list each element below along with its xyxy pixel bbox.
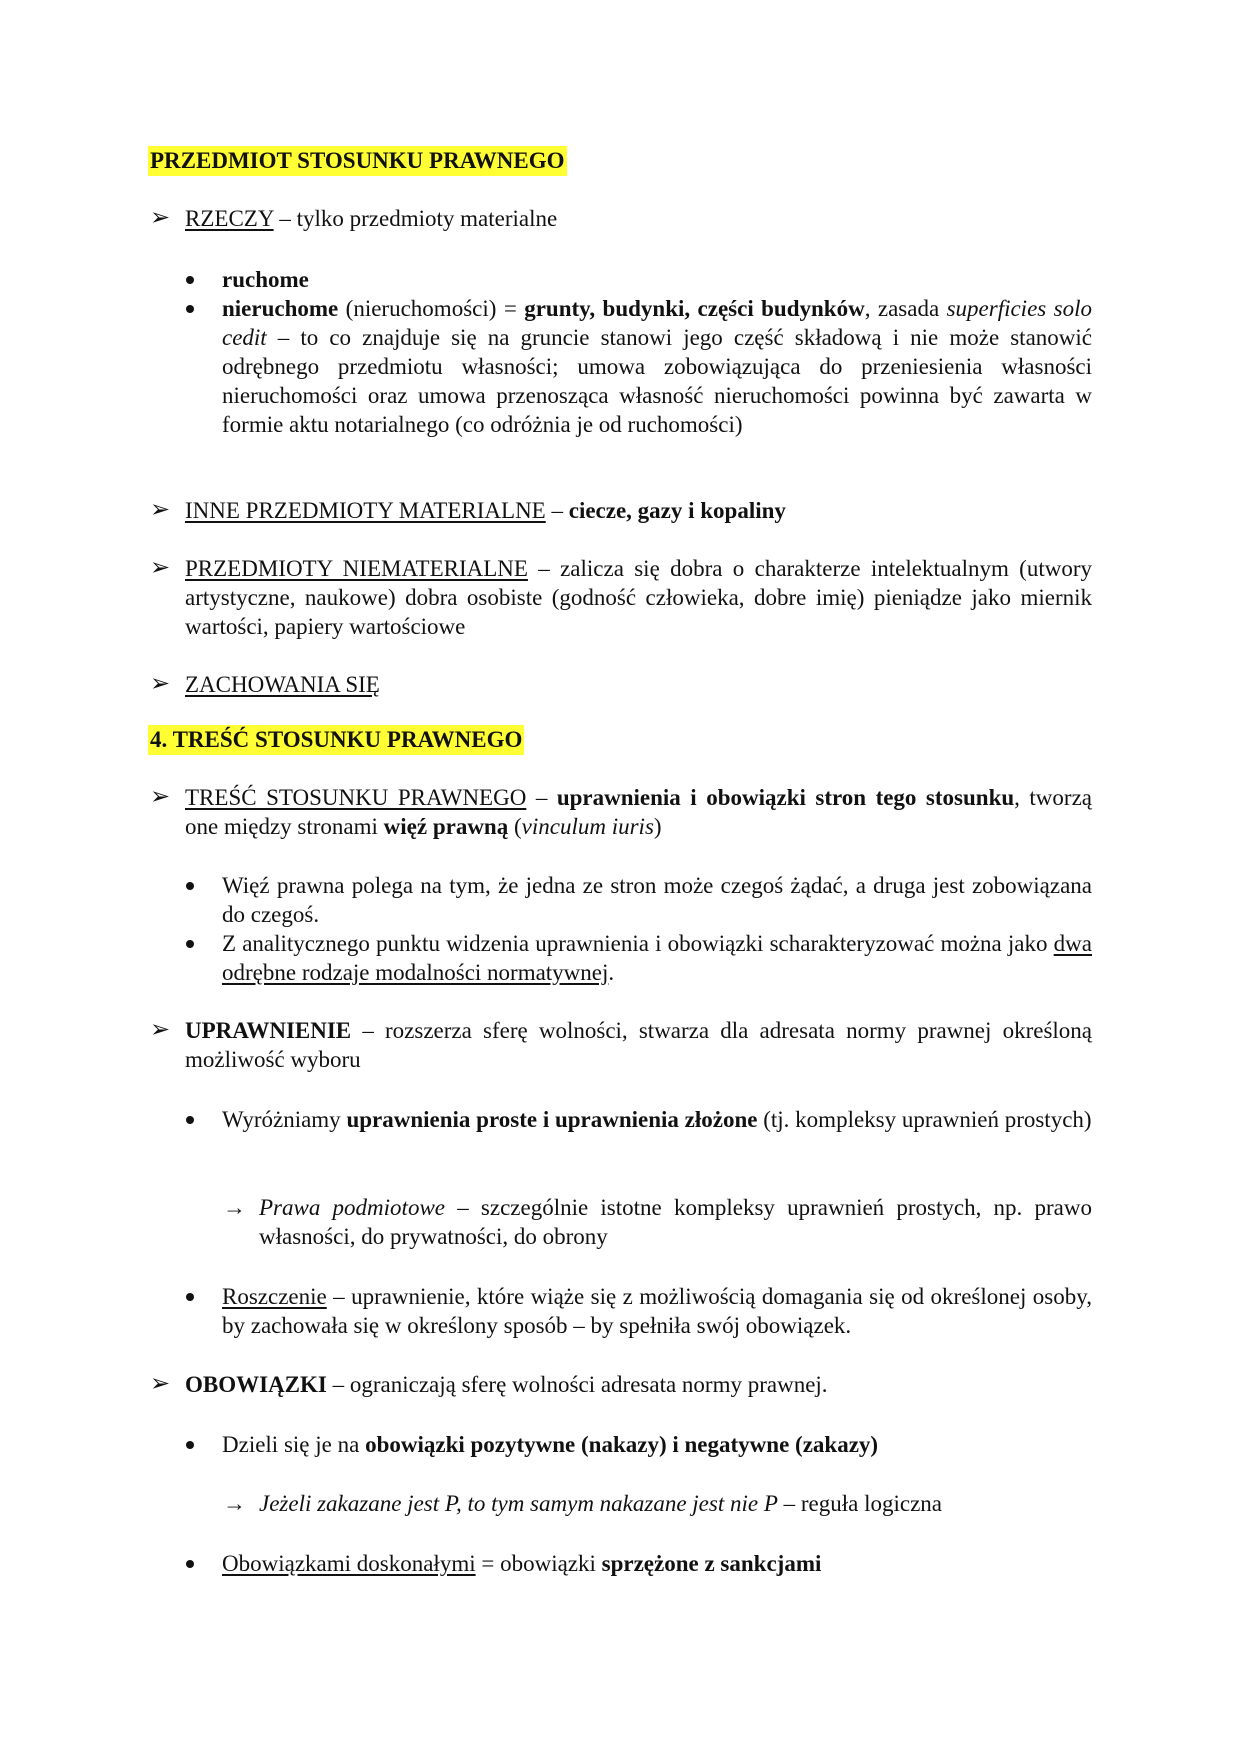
item-obowiazki — [185, 1370, 1095, 1399]
regula-text: – reguła logiczna — [777, 1491, 943, 1516]
inne-przedmioty-bold: ciecze, gazy i kopaliny — [568, 498, 786, 523]
right-arrow-icon: → — [223, 1491, 246, 1516]
item-regula-logiczna — [259, 1489, 1092, 1518]
doskonale-bold: sprzężone z sankcjami — [601, 1551, 822, 1576]
nieruchome-text-a: (nieruchomości) = — [338, 296, 525, 321]
bullet-dot-icon — [186, 276, 194, 284]
item-zachowania — [185, 670, 380, 699]
tresc-mid: , tworzą one między stronami — [185, 785, 1092, 839]
arrow-bullet-icon: ➢ — [150, 784, 171, 810]
roszczenie-text: – uprawnienie, które wiąże się z możliwością domagania się od określonej osoby, by zachowała się w określony sposób – by spełniła swój obowiązek. — [222, 1284, 1092, 1338]
tresc-latin: vinculum iuris — [521, 814, 654, 839]
bullet-dot-icon — [186, 940, 194, 948]
dash: – — [526, 785, 557, 810]
item-rzeczy — [185, 204, 1095, 233]
item-inne-przedmioty — [185, 496, 1095, 525]
heading-highlight: 4. TREŚĆ STOSUNKU PRAWNEGO — [148, 725, 524, 755]
term-zachowania: ZACHOWANIA SIĘ — [185, 672, 380, 697]
bullet-dot-icon — [186, 882, 194, 890]
nieruchome-latin: superficies solo cedit — [222, 296, 1092, 350]
tresc-bold-2: więź prawną — [383, 814, 509, 839]
item-uprawnienie — [185, 1016, 1092, 1074]
term-obowiazki-doskonale: Obowiązkami doskonałymi — [222, 1551, 476, 1576]
bullet-dot-icon — [186, 1293, 194, 1301]
item-nieruchome — [222, 294, 1092, 439]
period: . — [608, 960, 615, 985]
section-heading-tresc — [148, 725, 524, 754]
item-ruchome — [222, 265, 1092, 294]
paren-open: ( — [508, 814, 522, 839]
arrow-bullet-icon: ➢ — [150, 671, 171, 697]
item-dzieli-sie — [222, 1430, 1092, 1459]
term-uprawnienie: UPRAWNIENIE — [185, 1018, 352, 1043]
uprawnienie-description: – rozszerza sferę wolności, stwarza dla adresata normy prawnej określoną możliwość wyboru — [185, 1018, 1092, 1072]
item-prawa-podmiotowe — [259, 1193, 1092, 1251]
term-roszczenie: Roszczenie — [222, 1284, 327, 1309]
term-rzeczy: RZECZY — [185, 206, 274, 231]
rzeczy-description: – tylko przedmioty materialne — [273, 206, 558, 231]
term-ruchome: ruchome — [222, 267, 309, 292]
nieruchome-text-c: , zasada — [864, 296, 947, 321]
bullet-dot-icon — [186, 305, 194, 313]
wyrozniamy-text: Wyróżniamy — [222, 1107, 347, 1132]
item-przedmioty-niematerialne — [185, 554, 1092, 641]
analityczny-text: Z analitycznego punktu widzenia uprawnienia i obowiązki scharakteryzować można jako — [222, 931, 1054, 956]
nieruchome-bold: grunty, budynki, części budynków — [524, 296, 865, 321]
niematerialne-description: – zalicza się dobra o charakterze intelektualnym (utwory artystyczne, naukowe) dobra osobiste (godność człowieka, dobre imię) pieniądze jako miernik wartości, papiery wartościowe — [185, 556, 1092, 639]
tresc-bold-1: uprawnienia i obowiązki stron tego stosunku — [556, 785, 1015, 810]
term-przedmioty-niematerialne: PRZEDMIOTY NIEMATERIALNE — [185, 556, 528, 581]
item-obowiazki-doskonale — [222, 1549, 1092, 1578]
nieruchome-text-e: – to co znajduje się na gruncie stanowi jego część składową i nie może stanowić odrębnego przedmiotu własności; umowa zobowiązująca do przeniesienia własności nieruchomości oraz umowa przenosząca własność nieruchomości powinna być zawarta w formie aktu notarialnego (co odróżnia je od ruchomości) — [222, 325, 1092, 437]
heading-highlight: PRZEDMIOT STOSUNKU PRAWNEGO — [148, 146, 567, 176]
dzieli-sie-bold: obowiązki pozytywne (nakazy) i negatywne (zakazy) — [365, 1432, 879, 1457]
right-arrow-icon: → — [223, 1195, 246, 1220]
prawa-podmiotowe-italic: Prawa podmiotowe — [259, 1195, 445, 1220]
bullet-dot-icon — [186, 1441, 194, 1449]
term-tresc: TREŚĆ STOSUNKU PRAWNEGO — [185, 785, 527, 810]
wyrozniamy-paren: (tj. kompleksy uprawnień prostych) — [757, 1107, 1092, 1132]
regula-italic: Jeżeli zakazane jest P, to tym samym nakazane jest nie P — [259, 1491, 778, 1516]
arrow-bullet-icon: ➢ — [150, 555, 171, 581]
paren-close: ) — [653, 814, 662, 839]
analityczny-underlined: dwa odrębne rodzaje modalności normatywnej — [222, 931, 1092, 985]
arrow-bullet-icon: ➢ — [150, 205, 171, 231]
bullet-dot-icon — [186, 1560, 194, 1568]
dash: – — [545, 498, 569, 523]
term-obowiazki: OBOWIĄZKI — [185, 1372, 327, 1397]
arrow-bullet-icon: ➢ — [150, 497, 171, 523]
item-tresc — [185, 783, 1092, 841]
prawa-podmiotowe-text: – szczególnie istotne kompleksy uprawnień prostych, np. prawo własności, do prywatności, do obrony — [259, 1195, 1092, 1249]
wiez-prawna-text: Więź prawna polega na tym, że jedna ze stron może czegoś żądać, a druga jest zobowiązana do czegoś. — [222, 873, 1092, 927]
item-analityczny — [222, 929, 1092, 987]
bullet-dot-icon — [186, 1116, 194, 1124]
arrow-bullet-icon: ➢ — [150, 1017, 171, 1043]
doskonale-mid: = obowiązki — [475, 1551, 602, 1576]
arrow-bullet-icon: ➢ — [150, 1371, 171, 1397]
wyrozniamy-bold: uprawnienia proste i uprawnienia złożone — [346, 1107, 758, 1132]
term-inne-przedmioty: INNE PRZEDMIOTY MATERIALNE — [185, 498, 546, 523]
item-wiez-prawna — [222, 871, 1092, 929]
section-heading-przedmiot — [148, 146, 567, 175]
term-nieruchome: nieruchome — [222, 296, 339, 321]
dzieli-sie-text: Dzieli się je na — [222, 1432, 366, 1457]
item-wyrozniamy — [222, 1105, 1092, 1134]
obowiazki-description: – ograniczają sferę wolności adresata normy prawnej. — [326, 1372, 828, 1397]
item-roszczenie — [222, 1282, 1092, 1340]
